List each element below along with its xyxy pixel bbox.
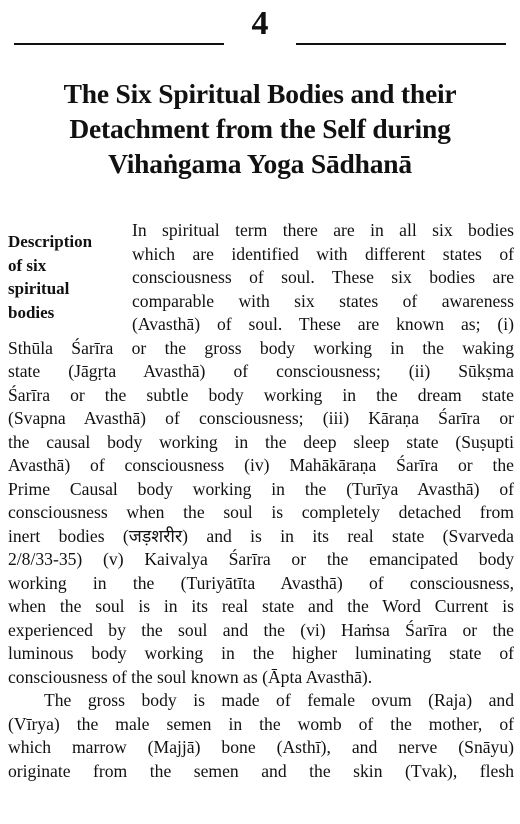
side-heading-line: Description (8, 232, 93, 251)
chapter-header (14, 6, 506, 50)
side-heading-line: bodies (8, 302, 55, 322)
body-line: Prime Causal body working in the (Turīya Avasthā) of (8, 478, 514, 499)
body-line: comparable with six states of awareness (132, 290, 514, 311)
body-line: Sthūla Śarīra or the gross body working in the waking (8, 337, 514, 358)
chapter-title-line: Detachment from the Self during (69, 113, 451, 144)
chapter-rule-right (296, 43, 506, 45)
chapter-title (14, 76, 506, 181)
body-line: consciousness of the soul known as (Āpta Avasthā). (8, 666, 373, 687)
body-line: consciousness of soul. These six bodies are (132, 267, 514, 287)
body-line: luminous body working in the higher luminating state of (8, 643, 514, 663)
body-line: Avasthā) of consciousness (iv) Mahākāraṇa Śarīra or the (8, 455, 514, 475)
side-heading-line: spiritual (8, 279, 70, 298)
side-heading-line: of six (8, 255, 47, 275)
body-line: (Vīrya) the male semen in the womb of the mother, of (8, 713, 514, 734)
body-line: (Avasthā) of soul. These are known as; (i) (132, 314, 514, 334)
body-line: working in the (Turiyātīta Avasthā) of consciousness, (8, 572, 514, 593)
body-line: Śarīra or the subtle body working in the dream state (8, 384, 514, 405)
body-line: state (Jāgṛta Avasthā) of consciousness; (ii) Sūkṣma (8, 361, 514, 381)
body-line: which marrow (Majjā) bone (Asthī), and nerve (Snāyu) (8, 737, 514, 757)
body-line: 2/8/33-35) (v) Kaivalya Śarīra or the emancipated body (8, 549, 514, 569)
body-line: which are identified with different states of (132, 243, 514, 264)
body-line: In spiritual term there are in all six bodies (132, 220, 514, 240)
body-line: (Svapna Avasthā) of consciousness; (iii) Kāraṇa Śarīra or (8, 408, 514, 428)
body-line: experienced by the soul and the (vi) Haṁsa Śarīra or the (8, 619, 514, 640)
body-line: The gross body is made of female ovum (Raja) and (44, 690, 514, 710)
body-text (8, 219, 514, 783)
body-line: the causal body working in the deep sleep state (Suṣupti (8, 431, 514, 452)
body-line: when the soul is in its real state and the Word Current is (8, 596, 514, 616)
chapter-number: 4 (251, 5, 269, 42)
body-line: inert bodies (जड़शरीर) and is in its real state (Svarveda (8, 525, 514, 546)
body-line: originate from the semen and the skin (Tvak), flesh (8, 760, 514, 781)
chapter-title-line: Vihaṅgama Yoga Sādhanā (108, 148, 412, 179)
body-line: consciousness when the soul is completely detached from (8, 502, 514, 522)
chapter-title-line: The Six Spiritual Bodies and their (63, 78, 457, 109)
